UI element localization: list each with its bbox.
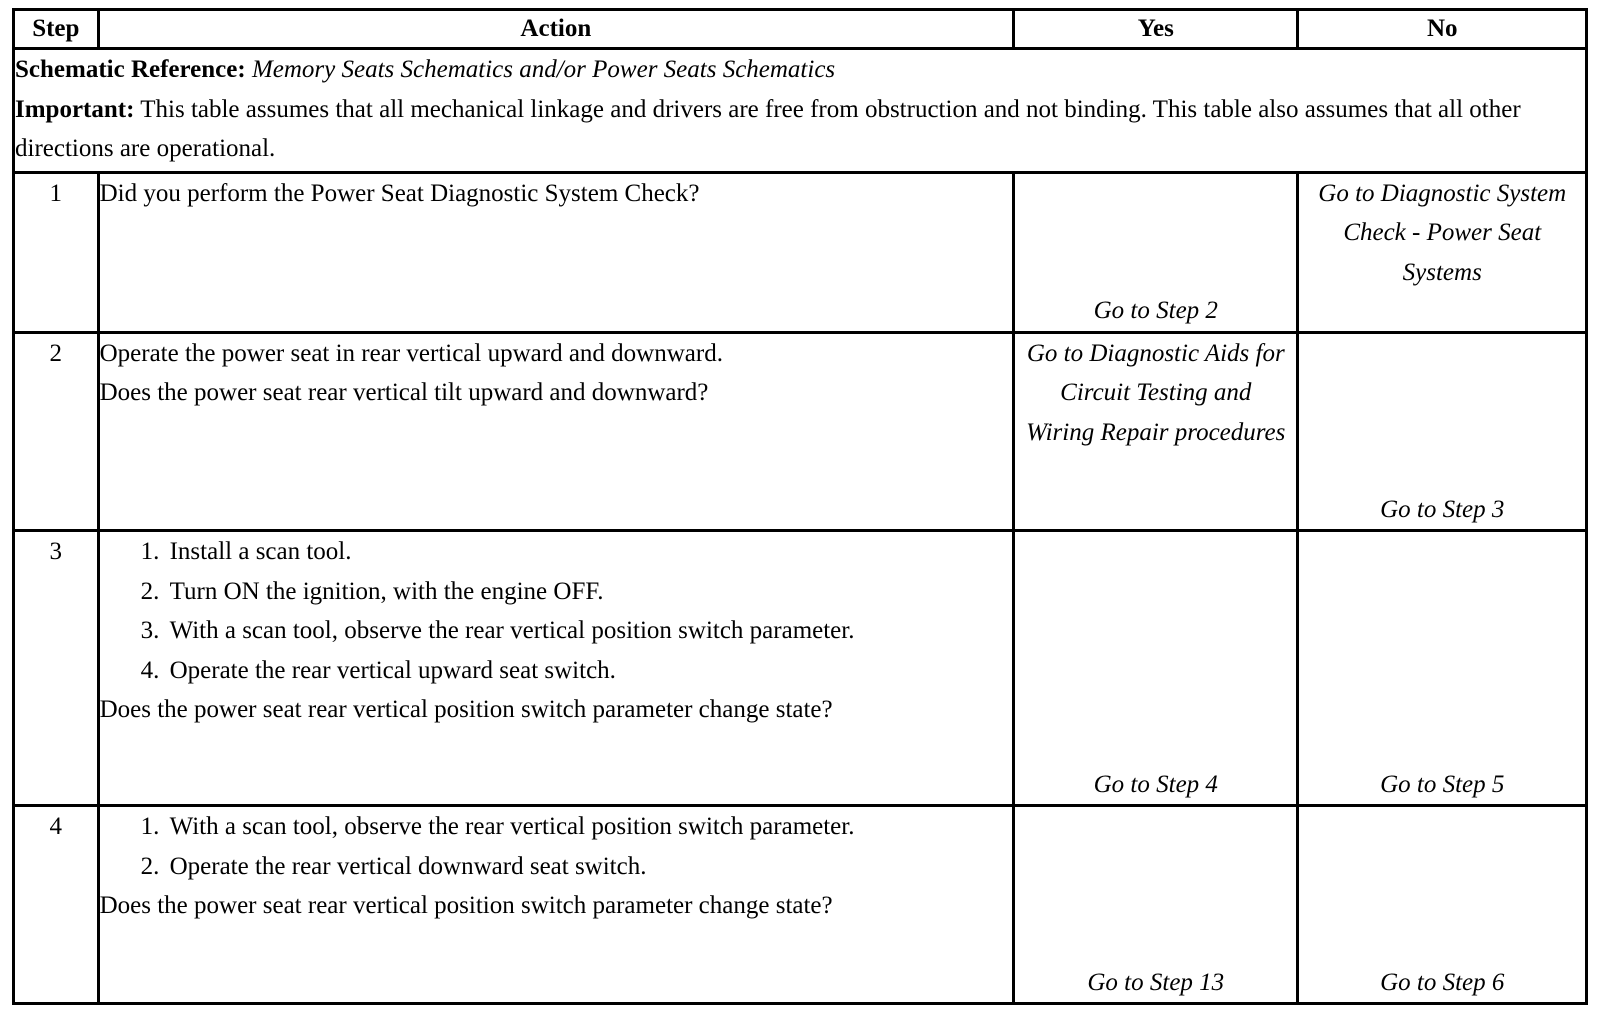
substep-item: 2. Turn ON the ignition, with the engine OFF. <box>166 572 1012 612</box>
important-text: This table assumes that all mechanical linkage and drivers are free from obstruction and not binding. This table also assumes that all other directions are operational. <box>15 95 1521 163</box>
no-link[interactable]: Go to Step 6 <box>1380 968 1505 996</box>
step-number: 4 <box>14 806 99 1004</box>
action-cell <box>98 806 1013 1004</box>
table-row <box>14 531 1587 806</box>
yes-link[interactable]: Go to Step 13 <box>1087 968 1225 996</box>
substep-item: 1. With a scan tool, observe the rear vertical position switch parameter. <box>166 807 1012 847</box>
action-question: Does the power seat rear vertical position switch parameter change state? <box>99 892 833 920</box>
yes-link[interactable]: Go to Step 4 <box>1093 770 1218 798</box>
no-link[interactable]: Go to Step 5 <box>1380 770 1505 798</box>
substep-item: 4. Operate the rear vertical upward seat switch. <box>166 651 1012 691</box>
yes-cell <box>1014 172 1298 332</box>
substep-item: 2. Operate the rear vertical downward seat switch. <box>166 847 1012 887</box>
no-cell <box>1298 332 1587 530</box>
action-cell <box>98 332 1013 530</box>
schematic-reference-cell <box>14 49 1587 172</box>
header-row <box>14 10 1587 49</box>
yes-cell <box>1014 332 1298 530</box>
table-row <box>14 172 1587 332</box>
schematic-reference-text: Memory Seats Schematics and/or Power Seats Schematics <box>251 56 836 84</box>
yes-link[interactable]: Go to Step 2 <box>1093 297 1218 325</box>
action-cell <box>98 172 1013 332</box>
header-step: Step <box>14 10 99 49</box>
substep-item: 1. Install a scan tool. <box>166 532 1012 572</box>
no-cell <box>1298 806 1587 1004</box>
no-link[interactable]: Go to Step 3 <box>1380 495 1505 523</box>
action-text: Did you perform the Power Seat Diagnostic System Check? <box>99 179 700 207</box>
important-note <box>15 90 1585 169</box>
schematic-reference-label: Schematic Reference: <box>15 56 246 84</box>
substep-list <box>100 807 1012 886</box>
header-yes: Yes <box>1014 10 1298 49</box>
schematic-reference <box>15 50 1585 90</box>
header-action: Action <box>98 10 1013 49</box>
schematic-row <box>14 49 1587 172</box>
step-number: 3 <box>14 531 99 806</box>
step-number: 1 <box>14 172 99 332</box>
header-no: No <box>1298 10 1587 49</box>
substep-item: 3. With a scan tool, observe the rear vertical position switch parameter. <box>166 611 1012 651</box>
action-question: Does the power seat rear vertical tilt upward and downward? <box>99 379 709 407</box>
diagnostic-table <box>12 8 1588 1005</box>
substep-list <box>100 532 1012 690</box>
action-cell <box>98 531 1013 806</box>
action-question: Does the power seat rear vertical position switch parameter change state? <box>99 696 833 724</box>
yes-link[interactable]: Go to Diagnostic Aids for Circuit Testing and Wiring Repair procedures <box>1026 339 1286 446</box>
no-link[interactable]: Go to Diagnostic System Check - Power Seat Systems <box>1318 179 1567 286</box>
important-label: Important: <box>15 95 135 123</box>
yes-cell <box>1014 531 1298 806</box>
no-cell <box>1298 531 1587 806</box>
no-cell <box>1298 172 1587 332</box>
table-row <box>14 806 1587 1004</box>
yes-cell <box>1014 806 1298 1004</box>
action-text: Operate the power seat in rear vertical upward and downward. <box>99 339 723 367</box>
table-row <box>14 332 1587 530</box>
step-number: 2 <box>14 332 99 530</box>
